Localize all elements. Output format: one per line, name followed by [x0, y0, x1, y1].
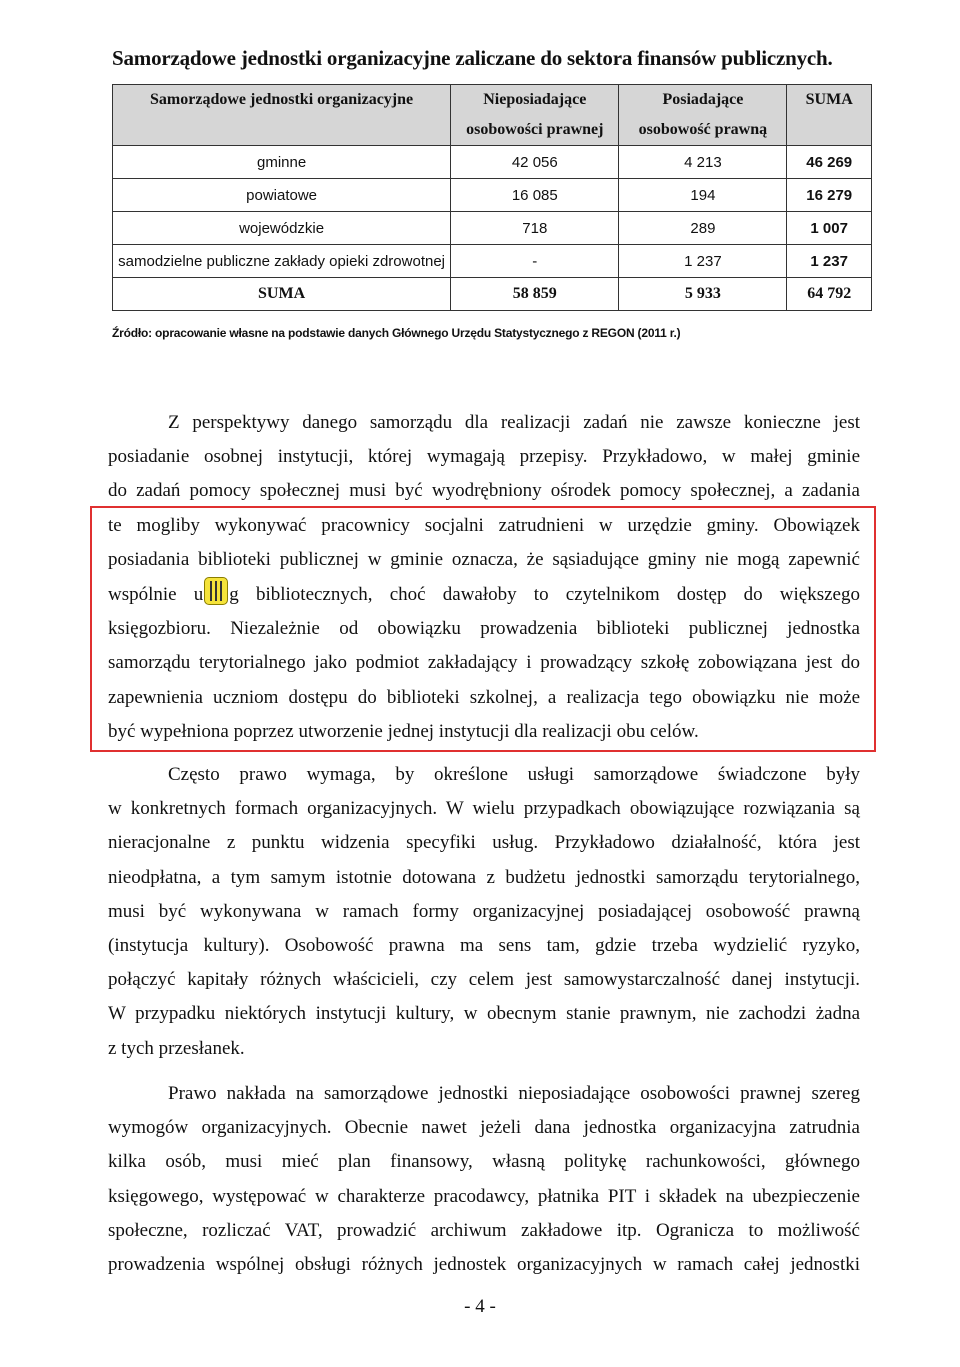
text-line: te mogliby wykonywać pracownicy socjalni zatrudnieni w urzędzie gminy. Obowiązek — [108, 514, 860, 536]
cell-non-legal: 42 056 — [451, 146, 619, 179]
text-line: wymogów organizacyjnych. Obecnie nawet jeżeli dana jednostka organizacyjna zatrudnia — [108, 1117, 860, 1139]
cell-legal: 289 — [619, 212, 787, 245]
cell-legal: 4 213 — [619, 146, 787, 179]
section-heading: Samorządowe jednostki organizacyjne zaliczane do sektora finansów publicznych. — [112, 46, 833, 70]
text-line: księgozbioru. Niezależnie od obowiązku prowadzenia biblioteki publicznej jednostka — [108, 618, 860, 640]
row-label: gminne — [113, 146, 451, 179]
header-non-legal-line1: Nieposiadające — [451, 85, 619, 116]
text-cursor-icon — [204, 577, 228, 605]
text-line: musi być wykonywana w ramach formy organizacyjnej posiadającej osobowość prawną — [108, 900, 860, 922]
paragraph-1 — [108, 406, 860, 749]
table-row — [113, 212, 872, 245]
row-label: wojewódzkie — [113, 212, 451, 245]
text-fragment: g bibliotecznych, choć dawałoby to czytelnikom dostęp do większego — [229, 584, 860, 606]
text-line: Prawo nakłada na samorządowe jednostki nieposiadające osobowości prawnej szereg — [168, 1083, 860, 1104]
text-line: połączyć kapitały różnych właścicieli, czy celem jest samowystarczalność danej instytucji. — [108, 969, 860, 991]
text-line: z tych przesłanek. — [108, 1037, 245, 1059]
header-units: Samorządowe jednostki organizacyjne — [113, 85, 451, 146]
text-line: do zadań pomocy społecznej musi być wyodrębniony ośrodek pomocy społecznej, a zadania — [108, 480, 860, 502]
table-source-note: Źródło: opracowanie własne na podstawie danych Głównego Urzędu Statystycznego z REGON (2011 r.) — [112, 326, 681, 340]
header-legal-line1: Posiadające — [619, 85, 787, 116]
text-line: w konkretnych formach organizacyjnych. W wielu przypadkach obowiązujące rozwiązania są — [108, 798, 860, 820]
row-label: powiatowe — [113, 179, 451, 212]
text-line: posiadanie osobnej instytucji, której wymagają przepisy. Przykładowo, w małej gminie — [108, 446, 860, 468]
table-row — [113, 245, 872, 278]
header-legal-line2: osobowość prawną — [619, 115, 787, 146]
cell-non-legal: 16 085 — [451, 179, 619, 212]
table-total-row — [113, 278, 872, 311]
cell-legal: 1 237 — [619, 245, 787, 278]
table-row — [113, 146, 872, 179]
text-line: samorządu terytorialnego jako podmiot zakładający i prowadzący szkołę zobowiązana jest do — [108, 652, 860, 674]
text-line: społeczne, rozliczać VAT, prowadzić archiwum zakładowe itp. Ogranicza to możliwość — [108, 1219, 860, 1241]
header-sum: SUMA — [787, 85, 872, 146]
text-line: kilka osób, musi mieć plan finansowy, własną politykę rachunkowości, głównego — [108, 1151, 860, 1173]
cell-sum: 1 007 — [787, 212, 872, 245]
total-legal: 5 933 — [619, 278, 787, 311]
total-sum: 64 792 — [787, 278, 872, 311]
text-line: Często prawo wymaga, by określone usługi samorządowe świadczone były — [168, 764, 860, 785]
text-line: posiadania biblioteki publicznej w gminie oznacza, że sąsiadujące gminy nie mogą zapewnić — [108, 548, 860, 570]
text-line: (instytucja kultury). Osobowość prawna ma sens tam, gdzie trzeba wydzielić ryzyko, — [108, 935, 860, 957]
paragraph-2 — [108, 758, 860, 1066]
text-line: nieodpłatna, a tym samym istotnie dotowana z budżetu jednostki samorządu terytorialnego, — [108, 866, 860, 888]
statistics-table — [112, 84, 872, 311]
cell-sum: 46 269 — [787, 146, 872, 179]
total-non-legal: 58 859 — [451, 278, 619, 311]
cell-legal: 194 — [619, 179, 787, 212]
text-fragment: wspólnie u — [108, 584, 204, 606]
cell-sum: 16 279 — [787, 179, 872, 212]
text-line: Z perspektywy danego samorządu dla realizacji zadań nie zawsze konieczne jest — [168, 412, 860, 433]
cell-sum: 1 237 — [787, 245, 872, 278]
text-line: nieracjonalne z punktu widzenia specyfiki usług. Przykładowo działalność, która jest — [108, 832, 860, 854]
total-label: SUMA — [113, 278, 451, 311]
text-line: być wypełniona poprzez utworzenie jednej instytucji dla realizacji obu celów. — [108, 720, 699, 742]
table-row — [113, 179, 872, 212]
row-label: samodzielne publiczne zakłady opieki zdrowotnej — [113, 245, 451, 278]
text-line — [108, 577, 860, 612]
text-line: księgowego, występować w charakterze pracodawcy, płatnika PIT i składek na ubezpieczenie — [108, 1185, 860, 1207]
paragraph-3 — [108, 1077, 860, 1282]
header-non-legal-line2: osobowości prawnej — [451, 115, 619, 146]
text-line: zapewnienia uczniom dostępu do biblioteki szkolnej, a realizacja tego obowiązku nie może — [108, 686, 860, 708]
page-number: - 4 - — [464, 1296, 496, 1317]
cell-non-legal: - — [451, 245, 619, 278]
cell-non-legal: 718 — [451, 212, 619, 245]
text-line: W przypadku niektórych instytucji kultury, w obecnym stanie prawnym, nie zachodzi żadna — [108, 1003, 860, 1025]
text-line: prowadzenia wspólnej obsługi różnych jednostek organizacyjnych w ramach całej jednostki — [108, 1254, 860, 1276]
